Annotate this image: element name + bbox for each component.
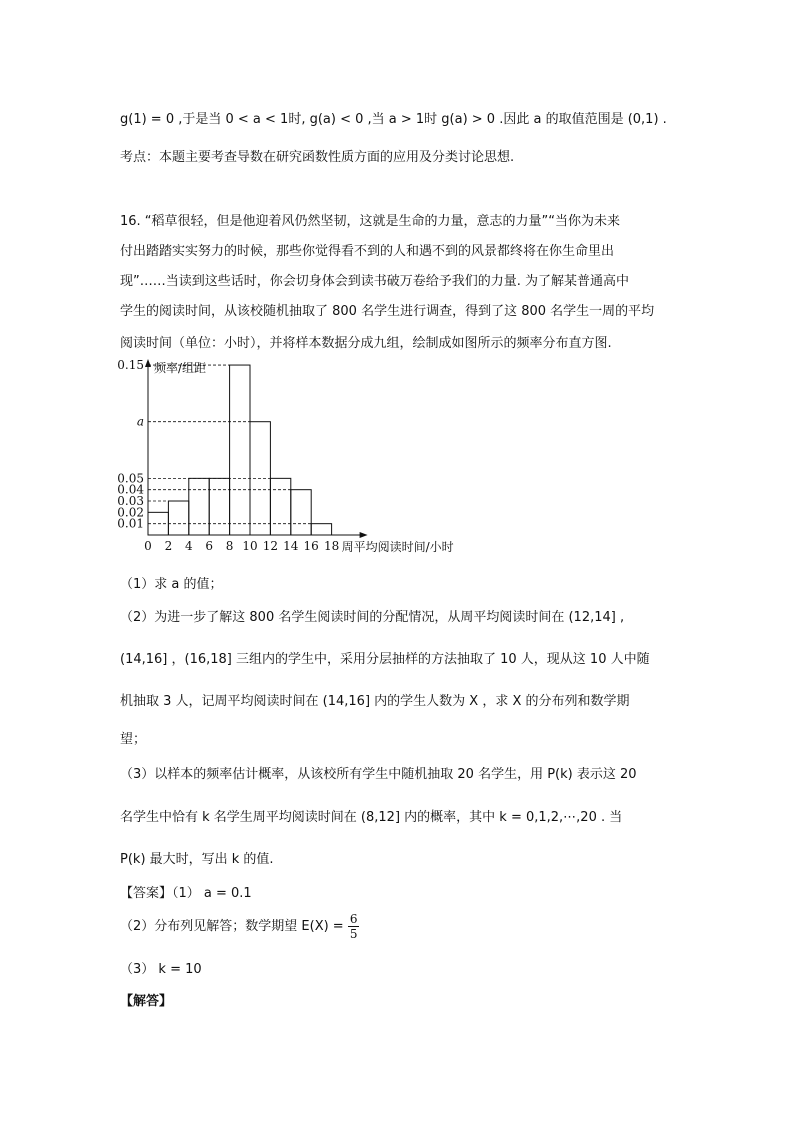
y-tick-label-7: 0.01 — [117, 516, 144, 531]
answer-2-text: （2）分布列见解答；数学期望 E(X) = — [120, 919, 344, 934]
histogram-bar-5 — [230, 365, 250, 535]
fraction-numerator: 6 — [349, 912, 358, 926]
y-tick-label-6: 0.02 — [117, 505, 144, 520]
histogram-bar-8 — [291, 490, 311, 535]
histogram-bar-4 — [209, 478, 229, 535]
q16-line-4: 学生的阅读时间，从该校随机抽取了 800 名学生进行调查，得到了这 800 名学生一周的平均 — [120, 304, 655, 319]
y-tick-label-5: 0.03 — [117, 494, 144, 509]
y-tick-label-3: 0.05 — [117, 471, 144, 486]
q16-line-3: 现”……当读到这些话时，你会切身体会到读书破万卷给予我们的力量. 为了解某普通高中 — [120, 274, 630, 289]
x-tick-label-1: 0 — [144, 539, 152, 553]
part2-line-3: 机抽取 3 人，记周平均阅读时间在 (14,16] 内的学生人数为 X ，求 X 的分布列和数学期 — [120, 694, 630, 709]
histogram-bar-3 — [189, 478, 209, 535]
x-tick-label-6: 10 — [242, 539, 258, 553]
x-tick-label-8: 14 — [283, 539, 299, 553]
q16-line-2: 付出踏踏实实努力的时候，那些你觉得看不到的人和遇不到的风景都终将在你生命里出 — [120, 244, 615, 259]
x-tick-label-10: 18 — [323, 539, 340, 553]
part2-line-1: （2）为进一步了解这 800 名学生阅读时间的分配情况，从周平均阅读时间在 (12,14] , — [120, 610, 625, 625]
q16-line-5: 阅读时间（单位：小时），并将样本数据分成九组，绘制成如图所示的频率分布直方图. — [120, 336, 612, 351]
y-axis-label: 频率/组距 — [154, 361, 207, 375]
solution-heading: 【解答】 — [120, 994, 173, 1009]
answer-line-2 — [120, 912, 359, 941]
answer-line-3: （3） k = 10 — [120, 962, 202, 977]
line-l2: 考点：本题主要考查导数在研究函数性质方面的应用及分类讨论思想. — [120, 150, 515, 165]
line-l1: g(1) = 0 ,于是当 0 < a < 1时, g(a) < 0 ,当 a > 1时 g(a) > 0 .因此 a 的取值范围是 (0,1) . — [120, 112, 667, 127]
part3-line-2: 名学生中恰有 k 名学生周平均阅读时间在 (8,12] 内的概率，其中 k = 0,1,2,⋯,20 . 当 — [120, 810, 623, 825]
fraction-denominator: 5 — [349, 927, 358, 941]
part1: （1）求 a 的值； — [120, 577, 223, 592]
histogram-bar-7 — [270, 478, 290, 535]
y-tick-label-1: 0.15 — [117, 358, 144, 373]
part3-line-3: P(k) 最大时，写出 k 的值. — [120, 852, 274, 867]
answer-line-1: 【答案】（1） a = 0.1 — [120, 886, 252, 901]
x-axis-label: 周平均阅读时间/小时 — [341, 540, 454, 554]
x-tick-label-5: 8 — [225, 539, 234, 553]
y-tick-label-2: a — [136, 414, 144, 429]
x-tick-label-2: 2 — [164, 539, 173, 553]
x-tick-label-7: 12 — [262, 539, 279, 553]
part2-line-4: 望； — [120, 732, 147, 747]
y-axis-arrow — [145, 359, 151, 367]
y-tick-label-4: 0.04 — [117, 482, 144, 497]
x-tick-label-3: 4 — [184, 539, 193, 553]
frequency-histogram — [115, 358, 495, 563]
answer-2-fraction — [348, 912, 360, 941]
histogram-bar-2 — [168, 501, 188, 535]
part2-line-2: (14,16] ，(16,18] 三组内的学生中，采用分层抽样的方法抽取了 10 人，现从这 10 人中随 — [120, 652, 650, 667]
histogram-bar-9 — [311, 524, 331, 535]
part3-line-1: （3）以样本的频率估计概率，从该校所有学生中随机抽取 20 名学生，用 P(k) 表示这 20 — [120, 767, 637, 782]
q16-line-1: 16. “稻草很轻，但是他迎着风仍然坚韧，这就是生命的力量，意志的力量”“当你为未来 — [120, 214, 621, 229]
x-tick-label-9: 16 — [303, 539, 319, 553]
x-tick-label-4: 6 — [205, 539, 214, 553]
x-axis-arrow — [360, 532, 368, 538]
